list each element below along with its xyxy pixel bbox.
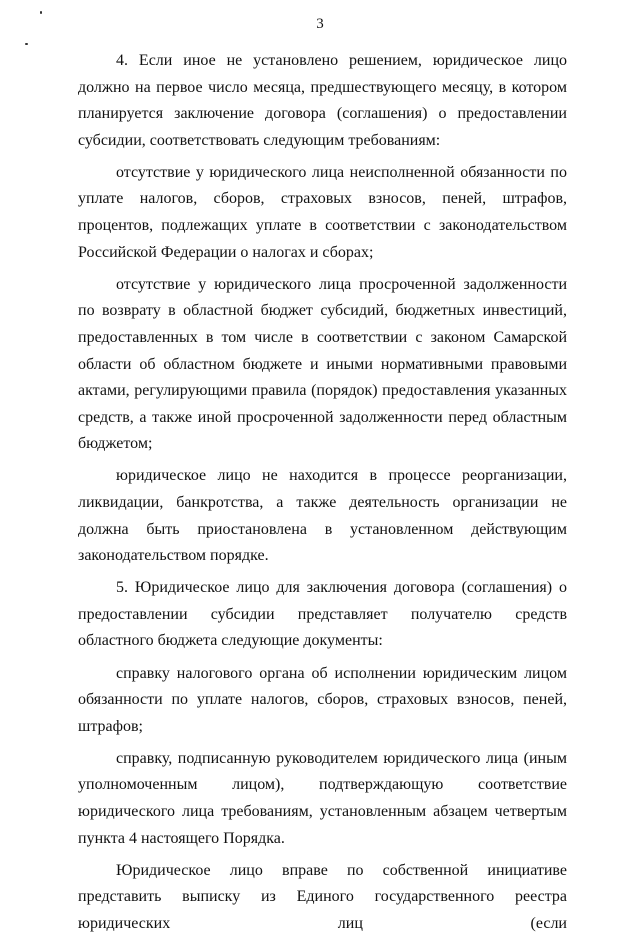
scan-speck: [25, 43, 28, 45]
paragraph-item-4: 4. Если иное не установлено решением, юридическое лицо должно на первое число месяца, предшествующего месяцу, в котором планируется заключение договора (соглашения) о предоставлении субсидии, соответствовать следующим требованиям:: [78, 52, 567, 149]
paragraph-item-5: 5. Юридическое лицо для заключения договора (соглашения) о предоставлении субсидии представляет получателю средств областного бюджета следующие документы:: [78, 579, 567, 650]
page-number: 3: [316, 16, 324, 32]
paragraph-egrul-extract: Юридическое лицо вправе по собственной инициативе представить выписку из Единого государственного реестра юридических лиц (если: [78, 861, 567, 932]
paragraph-no-tax-arrears: отсутствие у юридического лица неисполненной обязанности по уплате налогов, сборов, страховых взносов, пеней, штрафов, процентов, подлежащих уплате в соответствии с законодательством Российской Федерации о налогах и сборах;: [78, 163, 567, 261]
document-body: [78, 48, 567, 943]
paragraph-signed-certificate: справку, подписанную руководителем юридического лица (иным уполномоченным лицом), подтверждающую соответствие юридического лица требованиям, установленным абзацем четвертым пункта 4 настоящего Порядка.: [78, 749, 567, 847]
paragraph-no-budget-debt: отсутствие у юридического лица просроченной задолженности по возврату в областной бюджет субсидий, бюджетных инвестиций, предоставленных в том числе в соответствии с законом Самарской области об областном бюджете и иными нормативными правовыми актами, регулирующими правила (порядок) предоставления указанных средств, а также иной просроченной задолженности перед областным бюджетом;: [78, 275, 567, 453]
paragraph-tax-certificate: справку налогового органа об исполнении юридическим лицом обязанности по уплате налогов, сборов, страховых взносов, пеней, штрафов;: [78, 664, 567, 735]
paragraph-no-reorganization: юридическое лицо не находится в процессе реорганизации, ликвидации, банкротства, а также деятельность организации не должна быть приостановлена в установленном действующим законодательством порядке.: [78, 467, 567, 565]
